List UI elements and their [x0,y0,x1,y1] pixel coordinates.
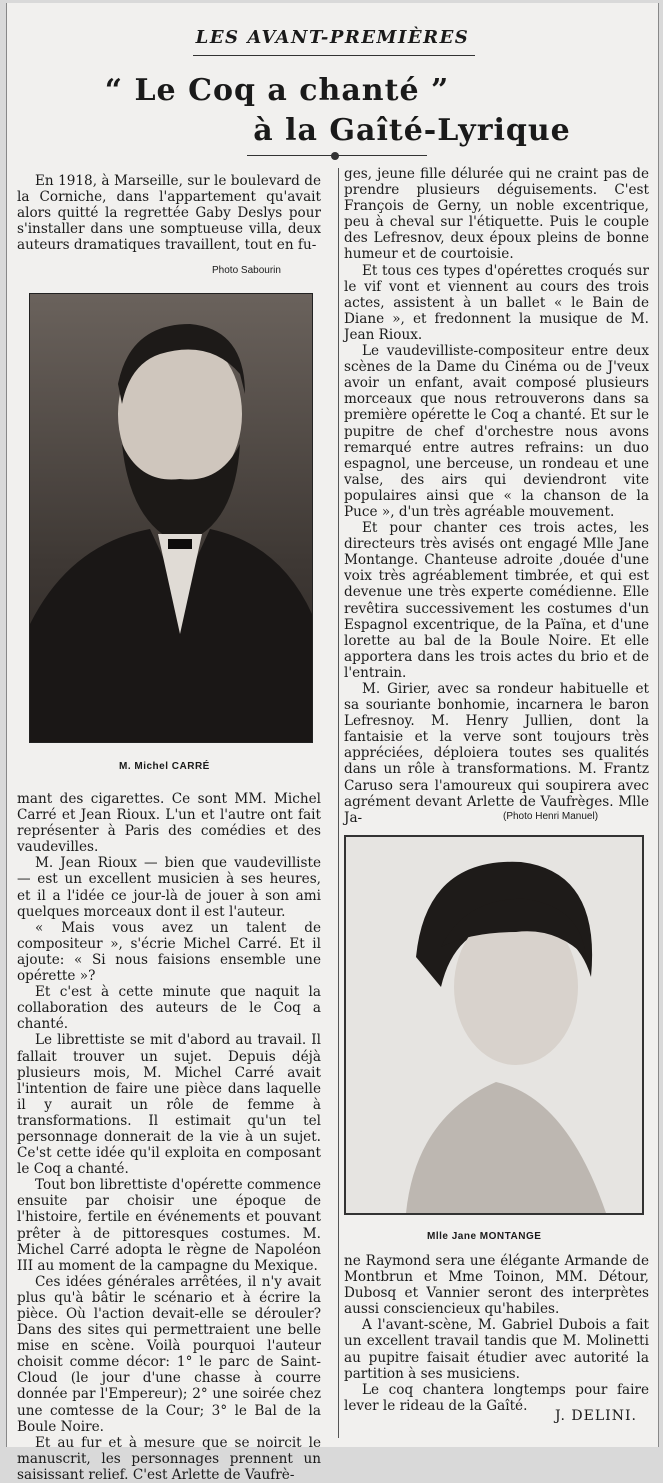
right-column-top [344,166,649,826]
paragraph: Et c'est à cette minute que naquit la collaboration des auteurs de le Coq a chanté. [17,984,321,1033]
paragraph: A l'avant-scène, M. Gabriel Dubois a fait un excellent travail tandis que M. Molinetti au pupitre faisait étudier avec autorité la partition à ses musiciens. [344,1317,649,1382]
paragraph: ne Raymond sera une élégante Armande de Montbrun et Mme Toinon, MM. Détour, Dubosq et Vannier seront des interprètes aussi consciencieux qu'habiles. [344,1253,649,1318]
photo-caption-montange: Mlle Jane MONTANGE [427,1231,542,1242]
column-divider [338,168,339,1438]
author-signature: J. DELINI. [555,1408,637,1424]
photo-credit-sabourin: Photo Sabourin [212,265,281,276]
paragraph: Le librettiste se mit d'abord au travail. Il fallait trouver un sujet. Depuis déjà plusieurs mois, M. Michel Carré avait l'intention de faire une pièce dans laquelle il y aurait un rôle de femme à transformations. Il estimait qu'un tel personnage donnerait de la vie à un sujet. Ce'st cette idée qu'il exploita en composant le Coq a chanté. [17,1032,321,1178]
paragraph: M. Jean Rioux — bien que vaudevilliste — est un excellent musicien à ses heures, et il a l'idée ce jour-là de jouer à son ami quelques morceaux dont il est l'auteur. [17,855,321,920]
right-column-bottom [344,1253,649,1414]
paragraph: En 1918, à Marseille, sur le boulevard de la Corniche, dans l'appartement qu'avait alors quitté la regrettée Gaby Deslys pour s'installer dans une somptueuse villa, deux auteurs dramatiques travaillent, tout en fu- [17,173,321,254]
headline-line-2: à la Gaîté-Lyrique [253,113,571,148]
rubric-rule [193,55,475,56]
paragraph: Le vaudevilliste-compositeur entre deux scènes de la Dame du Cinéma ou de J'veux avoir un enfant, avait composé plusieurs morceaux que nous retrouverons dans sa première opérette le Coq a chanté. Et sur le pupitre de chef d'orchestre nous avons remarqué entre autres refrains: un duo espagnol, une berceuse, un rondeau et une valse, des airs qui deviendront vite populaires ainsi que « la chanson de la Puce », d'un très agréable mouvement. [344,343,649,520]
newspaper-page [6,3,659,1483]
paragraph: Tout bon librettiste d'opérette commence ensuite par choisir une époque de l'histoire, fertile en événements et pouvant prêter à de pittoresques costumes. M. Michel Carré adopta le règne de Napoléon III au moment de la campagne du Mexique. [17,1177,321,1274]
portrait-man-icon [30,294,312,742]
section-rubric: LES AVANT-PREMIÈRES [195,27,470,48]
headline-ornament-rule [247,155,427,156]
paragraph: Et pour chanter ces trois actes, les directeurs très avisés ont engagé Mlle Jane Montange. Chanteuse adroite ,douée d'une voix très agréablement timbrée, et qui est devenue une très experte comédienne. Elle revêtira successivement les costumes d'un Espagnol excentrique, de la Païna, et d'une lorette au bal de la Boule Noire. Et elle apportera dans les trois actes du brio et de l'entrain. [344,520,649,681]
paragraph: Et tous ces types d'opérettes croqués sur le vif vont et viennent au cours des trois actes, assistent à un ballet « le Bain de Diane », et fredonnent la musique de M. Jean Rioux. [344,262,649,343]
portrait-woman-icon [346,837,642,1213]
paragraph: Le coq chantera longtemps pour faire lever le rideau de la Gaîté. [344,1381,649,1414]
paragraph: mant des cigarettes. Ce sont MM. Michel Carré et Jean Rioux. L'un et l'autre ont fait représenter à Paris des comédies et des vaudevilles. [17,791,321,856]
left-column-top [17,173,321,253]
portrait-jane-montange [344,835,644,1215]
paragraph: ges, jeune fille délurée qui ne craint pas de prendre plusieurs déguisements. C'est François de Gerny, un noble excentrique, peu à cheval sur l'étiquette. Puis le couple des Lefresnov, deux époux pleins de bonne humeur et de courtoisie. [344,166,649,263]
photo-credit-manuel: (Photo Henri Manuel) [503,811,599,822]
paragraph: Ces idées générales arrêtées, il n'y avait plus qu'à bâtir le scénario et à écrire la pièce. Où l'action devait-elle se dérouler? Dans des sites qui permettraient une belle mise en scène. Voilà pourquoi l'auteur choisit comme décor: 1° le parc de Saint-Cloud (le jour d'une chasse à courre donnée par l'Empereur); 2° une soirée chez une comtesse de la Cour; 3° le Bal de la Boule Noire. [17,1273,321,1435]
paragraph: M. Girier, avec sa rondeur habituelle et sa souriante bonhomie, incarnera le baron Lefresnoy. M. Henry Jullien, dont la fantaisie et la verve sont toujours très appréciées, déploiera toutes ses qualités dans un rôle à transformations. M. Frantz Caruso sera l'amoureux qui soupirera avec agrément devant Arlette de Vaufrèges. Mlle Ja- [344,681,649,826]
photo-caption-carre: M. Michel CARRÉ [119,761,210,772]
paragraph: Et au fur et à mesure que se noircit le manuscrit, les personnages prennent un saisissant relief. C'est Arlette de Vaufrè- [17,1434,321,1483]
portrait-michel-carre [29,293,313,743]
left-column-bottom [17,791,321,1483]
paragraph: « Mais vous avez un talent de compositeur », s'écrie Michel Carré. Et il ajoute: « Si nous faisions ensemble une opérette »? [17,919,321,985]
headline-line-1: “ Le Coq a chanté ” [104,73,450,108]
